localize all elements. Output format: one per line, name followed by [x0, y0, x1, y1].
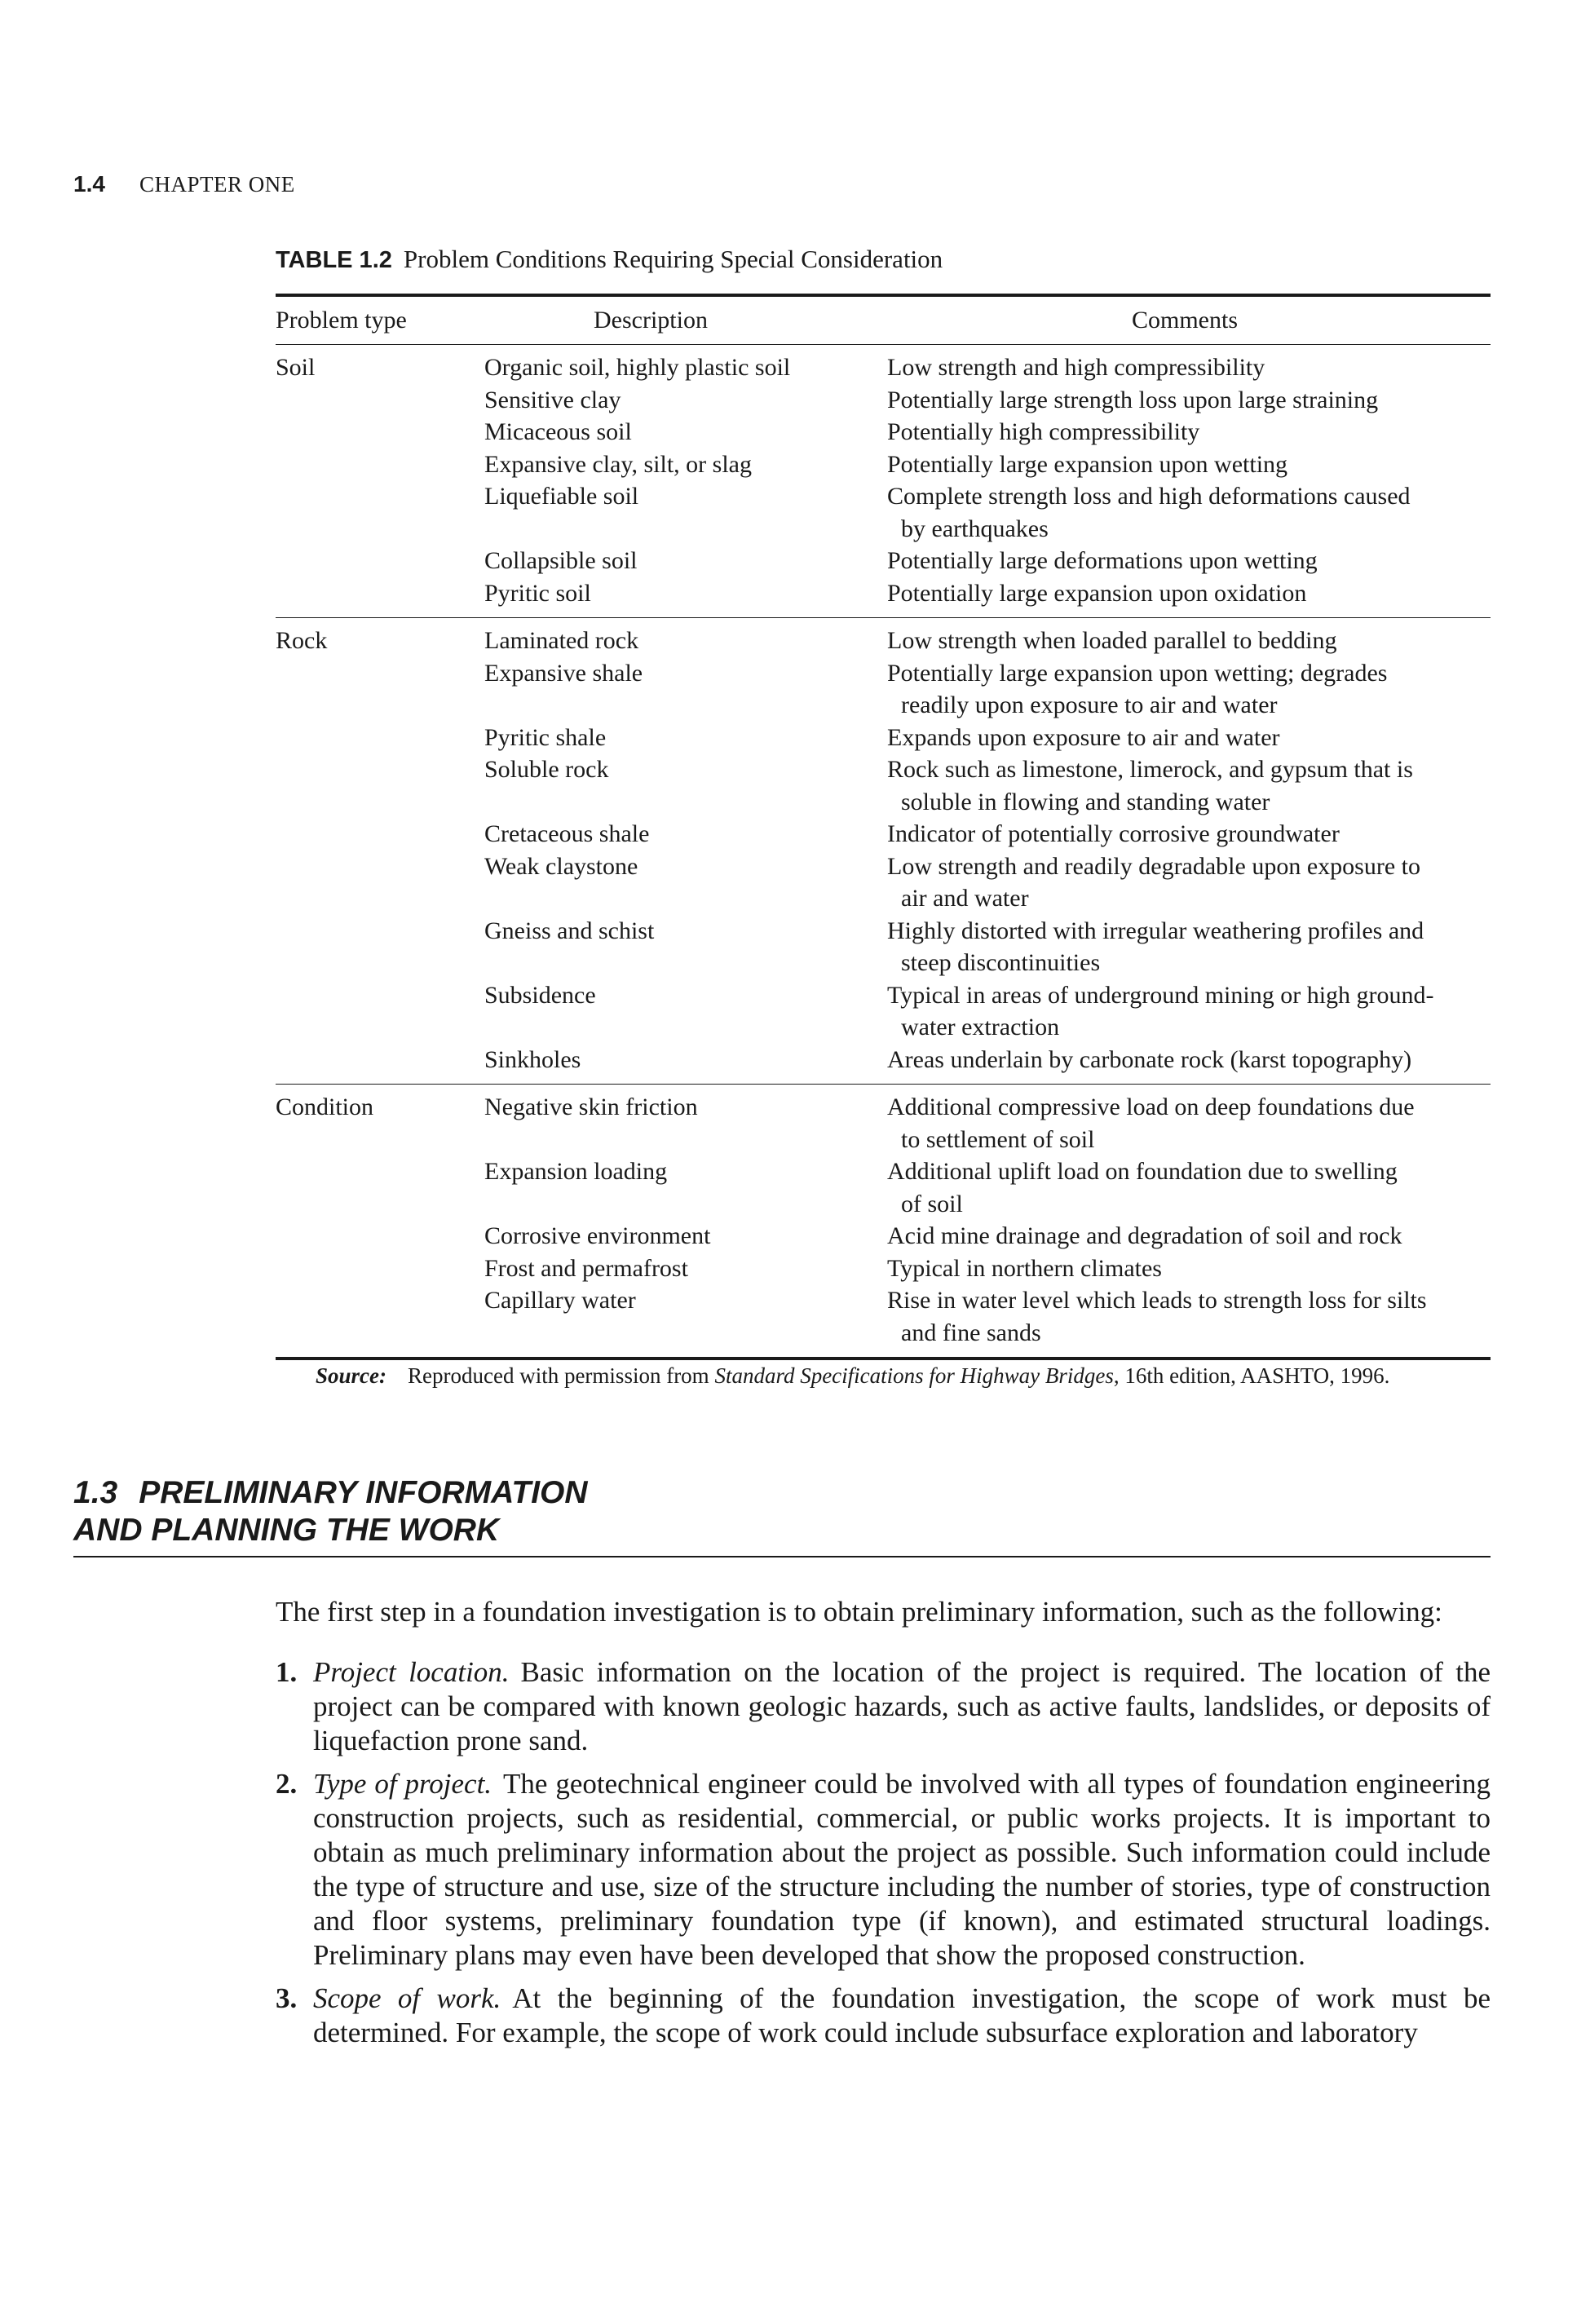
comment-line: Typical in areas of underground mining or high ground- — [887, 981, 1434, 1009]
comment-line: Potentially large strength loss upon large straining — [887, 386, 1379, 413]
comment-line: Low strength when loaded parallel to bedding — [887, 627, 1337, 654]
comment-line: Rock such as limestone, limerock, and gypsum that is — [887, 756, 1413, 783]
section-number: 1.3 — [73, 1475, 118, 1510]
cell-comment — [887, 448, 1491, 481]
cell-problem-type — [276, 979, 484, 1044]
comment-line: Low strength and readily degradable upon exposure to — [887, 852, 1420, 880]
cell-description: Capillary water — [484, 1287, 636, 1314]
table-row — [276, 416, 1491, 448]
comment-continuation: to settlement of soil — [901, 1125, 1095, 1153]
cell-description: Negative skin friction — [484, 1094, 698, 1120]
section-title-line2: AND PLANNING THE WORK — [73, 1513, 500, 1548]
cell-comment — [887, 545, 1491, 577]
comment-continuation: soluble in flowing and standing water — [901, 788, 1270, 815]
cell-description: Expansive shale — [484, 659, 643, 687]
cell-comment — [887, 480, 1491, 545]
table-row — [276, 851, 1491, 915]
table-group-condition — [276, 1085, 1491, 1360]
cell-problem-type — [276, 545, 484, 577]
cell-problem-type — [276, 657, 484, 722]
cell-comment — [887, 384, 1491, 417]
comment-line: Indicator of potentially corrosive groundwater — [887, 820, 1340, 847]
cell-description: Weak claystone — [484, 852, 638, 880]
table-row — [276, 1044, 1491, 1076]
cell-description: Frost and permafrost — [484, 1254, 688, 1282]
cell-description: Expansion loading — [484, 1158, 668, 1185]
comment-continuation: steep discontinuities — [901, 949, 1101, 976]
comment-line: Potentially large expansion upon oxidation — [887, 579, 1307, 607]
comment-continuation: water extraction — [901, 1014, 1060, 1040]
cell-problem-type — [276, 753, 484, 818]
cell-description: Expansive clay, silt, or slag — [484, 450, 752, 478]
cell-description: Liquefiable soil — [484, 483, 639, 510]
cell-comment — [887, 625, 1491, 657]
cell-comment — [887, 416, 1491, 448]
cell-comment — [887, 657, 1491, 722]
cell-description: Organic soil, highly plastic soil — [484, 354, 791, 381]
table-row — [276, 480, 1491, 545]
table-caption — [276, 245, 943, 274]
cell-comment — [887, 1253, 1491, 1285]
table-row — [276, 577, 1491, 610]
cell-description: Sensitive clay — [484, 386, 621, 413]
table-body — [276, 345, 1491, 1360]
table-row — [276, 979, 1491, 1044]
cell-description: Pyritic soil — [484, 579, 591, 607]
table-row — [276, 625, 1491, 657]
list-item-text — [313, 1767, 1491, 1973]
comment-line: Expands upon exposure to air and water — [887, 723, 1280, 751]
comment-line: Potentially large expansion upon wetting — [887, 450, 1288, 478]
source-title: Standard Specifications for Highway Bridges — [714, 1363, 1114, 1388]
cell-description: Collapsible soil — [484, 547, 638, 574]
table-row — [276, 545, 1491, 577]
table-row — [276, 722, 1491, 754]
preliminary-info-list — [276, 1655, 1491, 2059]
cell-comment — [887, 753, 1491, 818]
list-item-lead: Type of project. — [313, 1768, 492, 1800]
cell-problem-type — [276, 1220, 484, 1253]
table-row — [276, 1091, 1491, 1155]
column-header-comments: Comments — [1132, 307, 1239, 334]
source-label: Source: — [316, 1363, 386, 1388]
table-row — [276, 448, 1491, 481]
cell-problem-type — [276, 722, 484, 754]
table-row — [276, 1253, 1491, 1285]
comment-line: Acid mine drainage and degradation of soil and rock — [887, 1222, 1402, 1249]
section-intro-paragraph: The first step in a foundation investigation is to obtain preliminary information, such as the following: — [276, 1596, 1442, 1628]
cell-description: Gneiss and schist — [484, 917, 655, 944]
cell-problem-type — [276, 416, 484, 448]
list-item-lead: Project location. — [313, 1656, 510, 1688]
comment-line: Typical in northern climates — [887, 1254, 1162, 1282]
comment-continuation: readily upon exposure to air and water — [901, 691, 1278, 718]
table-group-rock — [276, 618, 1491, 1085]
cell-problem-type: Soil — [276, 354, 316, 381]
cell-description: Micaceous soil — [484, 418, 632, 445]
cell-comment — [887, 722, 1491, 754]
list-item-number: 3. — [276, 1982, 298, 2014]
page-number: 1.4 — [73, 171, 105, 197]
table-row — [276, 818, 1491, 851]
comment-continuation: by earthquakes — [901, 515, 1049, 542]
list-item-number: 1. — [276, 1656, 298, 1688]
comment-continuation: air and water — [901, 885, 1029, 912]
list-item-number: 2. — [276, 1768, 298, 1800]
cell-problem-type — [276, 915, 484, 979]
cell-comment — [887, 1155, 1491, 1220]
cell-description: Laminated rock — [484, 627, 639, 654]
cell-comment — [887, 1091, 1491, 1155]
table-source-note — [316, 1363, 1389, 1389]
comment-line: Low strength and high compressibility — [887, 354, 1265, 381]
column-header-problem-type: Problem type — [276, 307, 407, 334]
table-row — [276, 915, 1491, 979]
cell-comment — [887, 351, 1491, 384]
list-item-text — [313, 1982, 1491, 2050]
table-row — [276, 384, 1491, 417]
cell-problem-type — [276, 384, 484, 417]
table-header — [276, 297, 1491, 345]
source-prefix: Reproduced with permission from — [408, 1363, 709, 1388]
list-item — [276, 1655, 1491, 1758]
cell-description: Sinkholes — [484, 1045, 581, 1073]
list-item — [276, 1982, 1491, 2050]
table-label: TABLE 1.2 — [276, 247, 392, 273]
chapter-title: CHAPTER ONE — [139, 172, 295, 197]
cell-comment — [887, 1220, 1491, 1253]
table-row — [276, 351, 1491, 384]
list-item-body: At the beginning of the foundation investigation, the scope of work must be determined. For example, the scope of work could include subsurface exploration and laboratory — [313, 1982, 1491, 2048]
comment-line: Areas underlain by carbonate rock (karst topography) — [887, 1045, 1412, 1073]
cell-comment — [887, 577, 1491, 610]
cell-problem-type — [276, 1155, 484, 1220]
comment-line: Rise in water level which leads to strength loss for silts — [887, 1287, 1427, 1314]
table-row — [276, 1220, 1491, 1253]
problem-conditions-table — [276, 294, 1491, 1360]
cell-description: Pyritic shale — [484, 723, 607, 751]
table-row — [276, 1155, 1491, 1220]
cell-description: Subsidence — [484, 981, 596, 1009]
source-suffix: , 16th edition, AASHTO, 1996. — [1113, 1363, 1390, 1388]
cell-comment — [887, 915, 1491, 979]
section-title-line1: PRELIMINARY INFORMATION — [139, 1475, 588, 1510]
cell-problem-type — [276, 1044, 484, 1076]
cell-problem-type — [276, 851, 484, 915]
table-group-soil — [276, 345, 1491, 618]
section-heading — [73, 1474, 1491, 1557]
cell-problem-type — [276, 1284, 484, 1349]
list-item-body: The geotechnical engineer could be involved with all types of foundation engineering construction projects, such as residential, commercial, or public works projects. It is important to obtain as much preliminary information about the project as possible. Such information could include the type of structure and use, size of the structure including the number of stories, type of construction and floor systems, preliminary foundation type (if known), and estimated structural loadings. Preliminary plans may even have been developed that show the proposed construction. — [313, 1768, 1491, 1971]
list-item — [276, 1767, 1491, 1973]
cell-problem-type: Rock — [276, 627, 328, 654]
cell-problem-type — [276, 480, 484, 545]
table-row — [276, 753, 1491, 818]
comment-line: Potentially high compressibility — [887, 418, 1200, 445]
comment-line: Potentially large deformations upon wetting — [887, 547, 1318, 574]
column-header-description: Description — [594, 307, 708, 334]
comment-line: Potentially large expansion upon wetting; degrades — [887, 659, 1388, 687]
cell-problem-type — [276, 1253, 484, 1285]
cell-problem-type — [276, 448, 484, 481]
cell-description: Corrosive environment — [484, 1222, 711, 1249]
cell-problem-type: Condition — [276, 1094, 374, 1120]
comment-continuation: of soil — [901, 1190, 963, 1217]
list-item-text — [313, 1655, 1491, 1758]
cell-comment — [887, 979, 1491, 1044]
cell-comment — [887, 851, 1491, 915]
cell-comment — [887, 1284, 1491, 1349]
cell-problem-type — [276, 818, 484, 851]
comment-line: Complete strength loss and high deformations caused — [887, 483, 1411, 510]
cell-problem-type — [276, 577, 484, 610]
comment-line: Highly distorted with irregular weathering profiles and — [887, 917, 1424, 944]
list-item-body: Basic information on the location of the project is required. The location of the project can be compared with known geologic hazards, such as active faults, landslides, or deposits of liquefaction prone sand. — [313, 1656, 1491, 1756]
comment-line: Additional uplift load on foundation due to swelling — [887, 1158, 1398, 1185]
list-item-lead: Scope of work. — [313, 1982, 501, 2014]
cell-description: Cretaceous shale — [484, 820, 650, 847]
comment-line: Additional compressive load on deep foundations due — [887, 1094, 1415, 1120]
cell-comment — [887, 1044, 1491, 1076]
running-header — [73, 171, 295, 197]
table-row — [276, 657, 1491, 722]
cell-description: Soluble rock — [484, 756, 609, 783]
table-title: Problem Conditions Requiring Special Consideration — [403, 245, 943, 273]
comment-continuation: and fine sands — [901, 1319, 1041, 1346]
table-row — [276, 1284, 1491, 1349]
cell-comment — [887, 818, 1491, 851]
